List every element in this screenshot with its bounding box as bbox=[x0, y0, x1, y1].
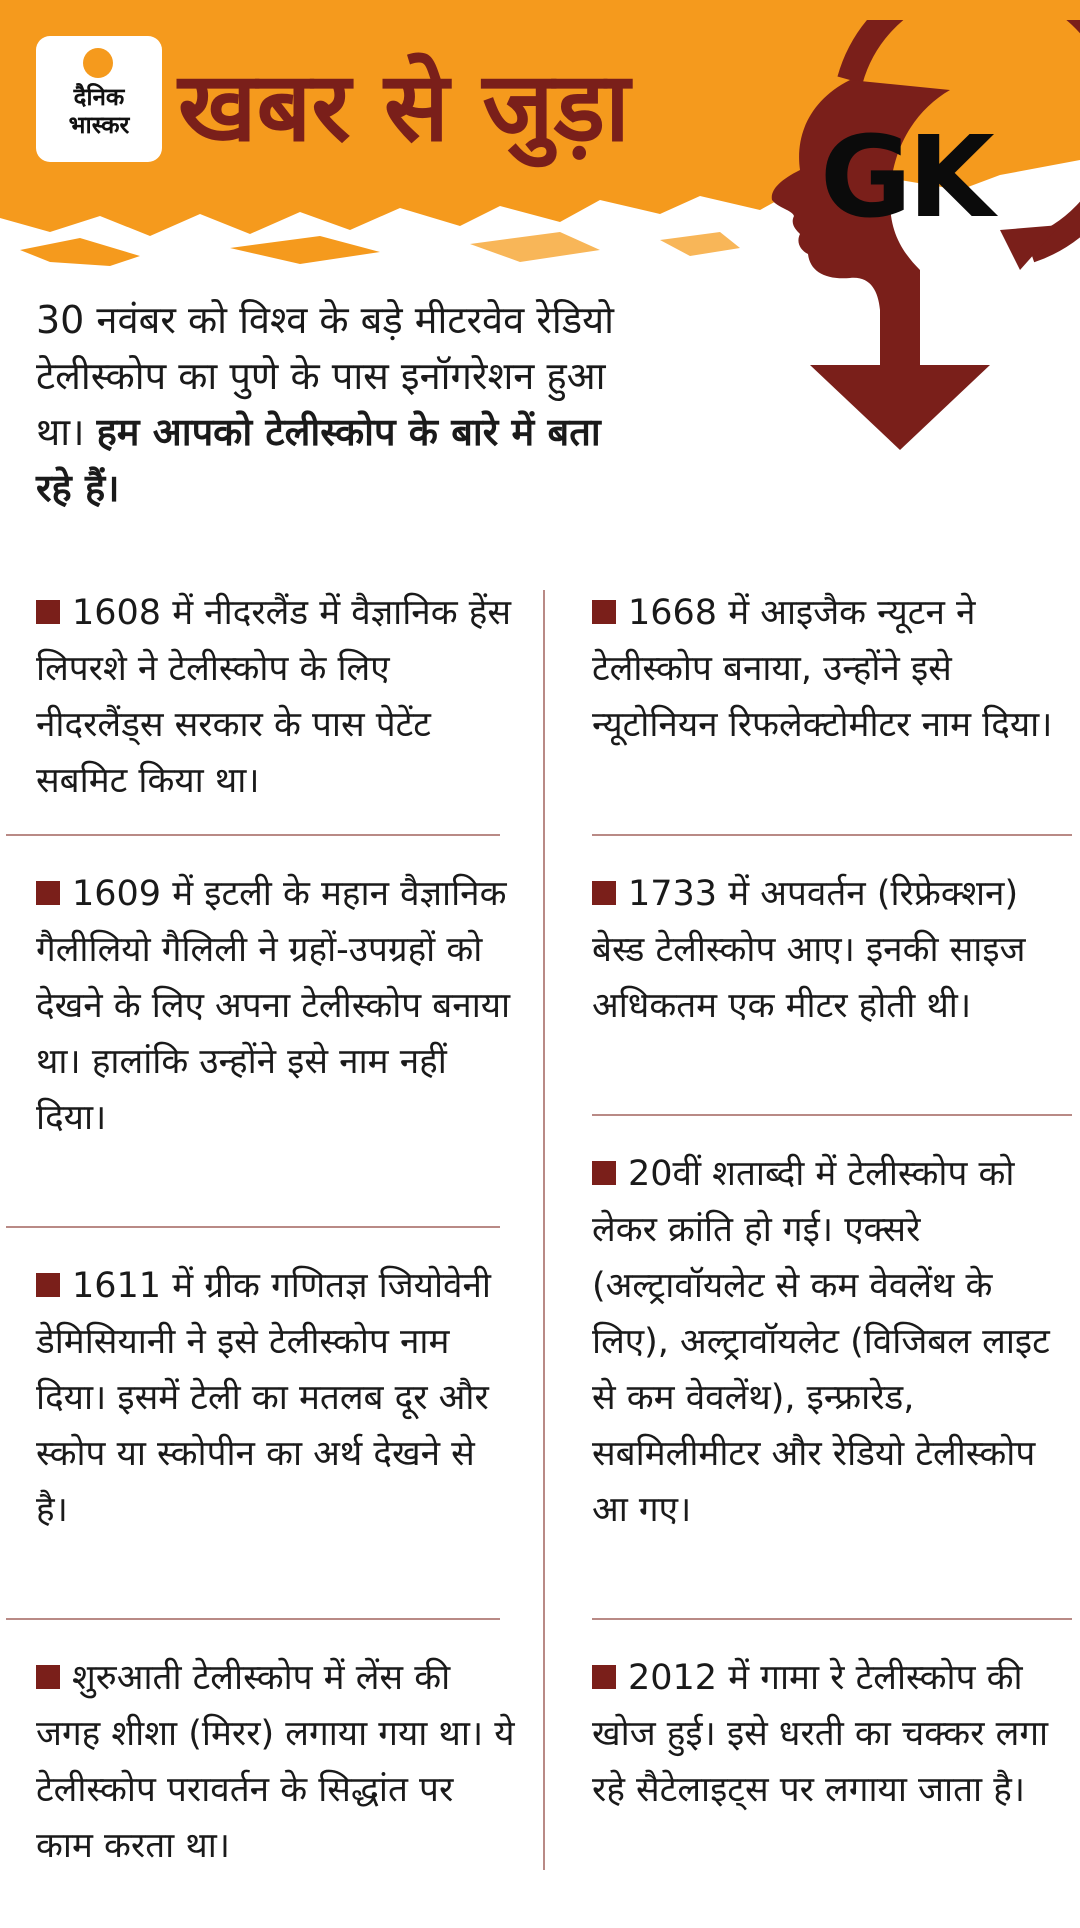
fact-text: 2012 में गामा रे टेलीस्कोप की खोज हुई। इसे धरती का चक्कर लगा रहे सैटेलाइट्स पर लगाया जाता है। bbox=[592, 1658, 1049, 1810]
fact-text: 1608 में नीदरलैंड में वैज्ञानिक हेंस लिपरशे ने टेलीस्कोप के लिए नीदरलैंड्स सरकार के पास पेटेंट सबमिट किया था। bbox=[36, 593, 511, 801]
fact-item bbox=[36, 585, 516, 809]
page-title: खबर से जुड़ा bbox=[178, 51, 630, 163]
bullet-square-icon bbox=[592, 1161, 616, 1185]
dainik-bhaskar-logo bbox=[36, 36, 162, 162]
intro-bold-text: हम आपको टेलीस्कोप के बारे में बता रहे हैं। bbox=[36, 410, 601, 510]
row-divider bbox=[592, 1618, 1072, 1620]
fact-text: 1609 में इटली के महान वैज्ञानिक गैलीलियो गैलिली ने ग्रहों-उपग्रहों को देखने के लिए अपना टेलीस्कोप बनाया था। हालांकि उन्होंने इसे नाम नहीं दिया। bbox=[36, 874, 511, 1138]
fact-text: 20वीं शताब्दी में टेलीस्कोप को लेकर क्रांति हो गई। एक्सरे (अल्ट्रावॉयलेट से कम वेवलेंथ के लिए), अल्ट्रावॉयलेट (विजिबल लाइट से कम वेवलेंथ), इन्फ्रारेड, सबमिलीमीटर और रेडियो टेलीस्कोप आ गए। bbox=[592, 1154, 1050, 1530]
column-divider bbox=[543, 590, 545, 1870]
bullet-square-icon bbox=[592, 1665, 616, 1689]
intro-paragraph bbox=[36, 292, 646, 516]
gk-badge: GK bbox=[820, 113, 991, 243]
logo-text-line1: दैनिक bbox=[73, 83, 125, 111]
fact-item bbox=[592, 1650, 1072, 1818]
sun-icon bbox=[83, 48, 113, 78]
row-divider bbox=[6, 834, 500, 836]
row-divider bbox=[6, 1618, 500, 1620]
row-divider bbox=[6, 1226, 500, 1228]
fact-item bbox=[592, 866, 1072, 1034]
intro-regular-text: 30 नवंबर को विश्व के बड़े मीटरवेव रेडियो टेलीस्कोप का पुणे के पास इनॉगरेशन हुआ था। bbox=[36, 298, 614, 454]
fact-item bbox=[36, 1258, 516, 1538]
fact-text: 1668 में आइजैक न्यूटन ने टेलीस्कोप बनाया, उन्होंने इसे न्यूटोनियन रिफलेक्टोमीटर नाम दिया। bbox=[592, 593, 1053, 745]
bullet-square-icon bbox=[36, 1665, 60, 1689]
fact-text: 1611 में ग्रीक गणितज्ञ जियोवेनी डेमिसियानी ने इसे टेलीस्कोप नाम दिया। इसमें टेली का मतलब दूर और स्कोप या स्कोपीन का अर्थ देखने से है। bbox=[36, 1266, 491, 1530]
row-divider bbox=[592, 834, 1072, 836]
fact-text: 1733 में अपवर्तन (रिफ्रेक्शन) बेस्ड टेलीस्कोप आए। इनकी साइज अधिकतम एक मीटर होती थी। bbox=[592, 874, 1026, 1026]
bullet-square-icon bbox=[592, 881, 616, 905]
fact-text: शुरुआती टेलीस्कोप में लेंस की जगह शीशा (मिरर) लगाया गया था। ये टेलीस्कोप परावर्तन के सिद्धांत पर काम करता था। bbox=[36, 1658, 515, 1866]
fact-item bbox=[592, 585, 1072, 753]
fact-item bbox=[592, 1146, 1072, 1538]
head-silhouette-icon bbox=[700, 20, 1080, 540]
logo-text-line2: भास्कर bbox=[68, 111, 130, 139]
fact-item bbox=[36, 866, 516, 1146]
bullet-square-icon bbox=[592, 600, 616, 624]
bullet-square-icon bbox=[36, 881, 60, 905]
row-divider bbox=[592, 1114, 1072, 1116]
bullet-square-icon bbox=[36, 1273, 60, 1297]
fact-item bbox=[36, 1650, 516, 1874]
bullet-square-icon bbox=[36, 600, 60, 624]
